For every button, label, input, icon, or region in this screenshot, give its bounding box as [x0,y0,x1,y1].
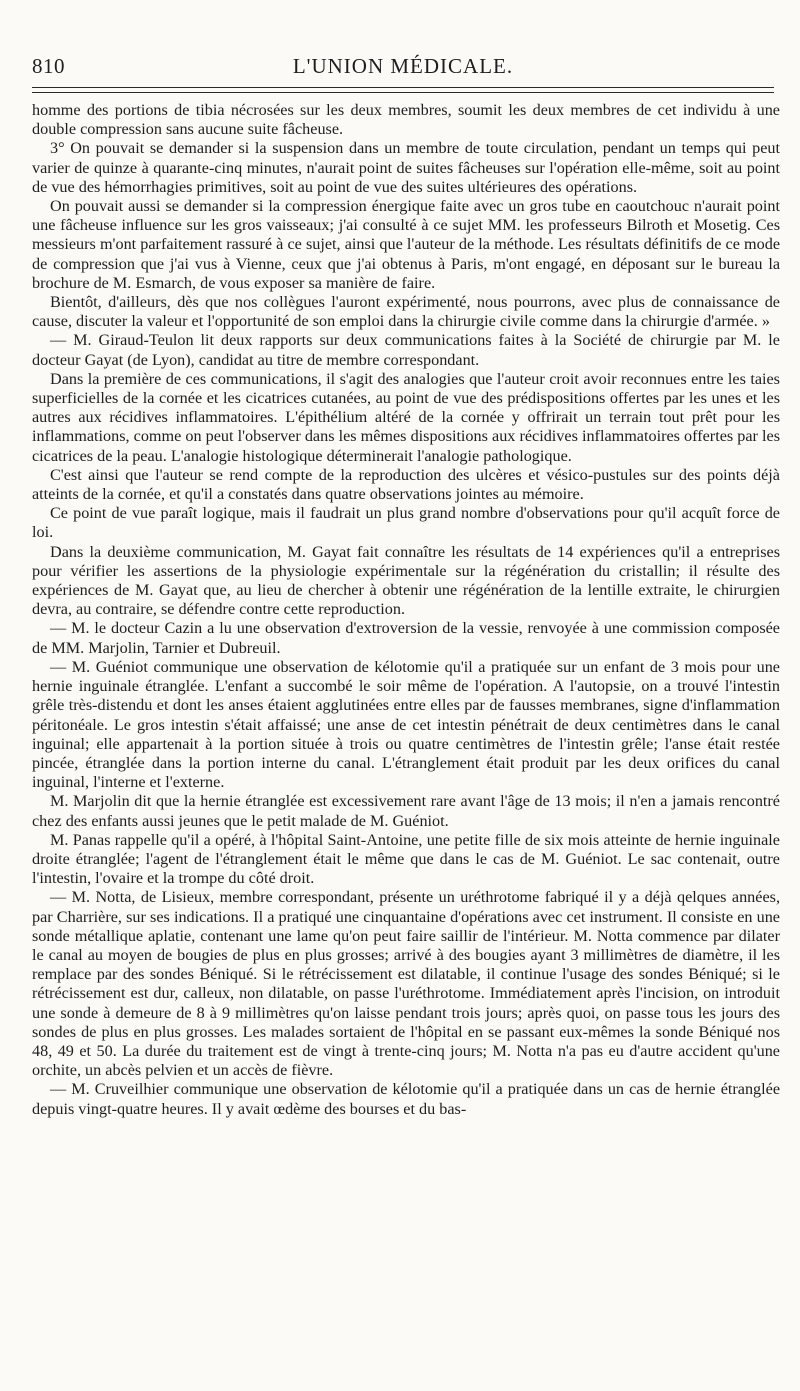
paragraph: — M. Guéniot communique une observation de kélotomie qu'il a pratiquée sur un enfant de 3 mois pour une hernie inguinale étranglée. L'enfant a succombé le soir même de l'opération. A l'autopsie, on a trouvé l'intestin grêle très-distendu et dont les anses étaient agglutinées entre elles par de fausses membranes, signe d'inflammation péritonéale. Le gros intestin s'était affaissé; une anse de cet intestin pénétrait de deux centimètres dans le canal inguinal; elle appartenait à la portion située à trois ou quatre centimètres de l'intestin grêle; l'anse était restée pincée, étranglée dans la portion interne du canal. L'étranglement était produit par les deux orifices du canal inguinal, l'interne et l'externe. [32,657,780,792]
paragraph: homme des portions de tibia nécrosées sur les deux membres, soumit les deux membres de cet individu à une double compression sans aucune suite fâcheuse. [32,101,780,139]
paragraph: — M. Notta, de Lisieux, membre correspondant, présente un uréthrotome fabriqué il y a déjà qelques années, par Charrière, sur ses indications. Il a pratiqué une cinquantaine d'opérations avec cet instrument. Il consiste en une sonde métallique aplatie, contenant une lame qu'on peut faire saillir de l'intérieur. M. Notta commence par dilater le canal au moyen de bougies de plus en plus grosses; arrivé à des bougies ayant 3 millimètres de diamètre, il les remplace par des sondes Béniqué. Si le rétrécissement est dilatable, il continue l'usage des sondes Béniqué; si le rétrécissement est dur, calleux, non dilatable, on passe l'uréthrotome. Immédiatement après l'incision, on introduit une sonde à demeure de 8 à 9 millimètres qu'on laisse pendant trois jours; après quoi, on passe tous les jours des sondes de plus en plus grosses. Les malades sortaient de l'hôpital en se passant eux-mêmes la sonde Béniqué nos 48, 49 et 50. La durée du traitement est de vingt à trente-cinq jours; M. Notta n'a pas eu d'autre accident qu'une orchite, un abcès pelvien et un accès de fièvre. [32,888,780,1080]
paragraph: Dans la première de ces communications, il s'agit des analogies que l'auteur croit avoir reconnues entre les taies superficielles de la cornée et les cicatrices cutanées, au point de vue des prédispositions offertes par les unes et les autres aux récidives inflammatoires. L'épithélium altéré de la cornée y offrirait un terrain tout prêt pour les inflammations, comme on peut l'observer dans les mêmes dispositions aux récidives inflammatoires offertes par les cicatrices de la peau. L'analogie histologique déterminerait l'analogie pathologique. [32,369,780,465]
paragraph: — M. Cruveilhier communique une observation de kélotomie qu'il a pratiquée dans un cas de hernie étranglée depuis vingt-quatre heures. Il y avait œdème des bourses et du bas- [32,1080,780,1118]
running-title: L'UNION MÉDICALE. [292,54,514,78]
page-header [32,54,774,88]
paragraph: Bientôt, d'ailleurs, dès que nos collègues l'auront expérimenté, nous pourrons, avec plus de connaissance de cause, discuter la valeur et l'opportunité de son emploi dans la chirurgie civile comme dans la chirurgie d'armée. » [32,293,780,331]
paragraph: — M. Giraud-Teulon lit deux rapports sur deux communications faites à la Société de chirurgie par M. le docteur Gayat (de Lyon), candidat au titre de membre correspondant. [32,331,780,369]
paragraph: 3° On pouvait se demander si la suspension dans un membre de toute circulation, pendant un temps qui peut varier de quinze à quarante-cinq minutes, n'aurait point de suites fâcheuses sur l'opération elle-même, soit au point de vue des hémorrhagies primitives, soit au point de vue des suites ultérieures des opérations. [32,139,780,196]
page-number: 810 [32,54,65,78]
paragraph: On pouvait aussi se demander si la compression énergique faite avec un gros tube en caoutchouc n'aurait point une fâcheuse influence sur les gros vaisseaux; j'ai consulté à ce sujet MM. les professeurs Bilroth et Mosetig. Ces messieurs m'ont parfaitement rassuré à ce sujet, ainsi que l'auteur de la méthode. Les résultats définitifs de ce mode de compression que j'ai vus à Vienne, ceux que j'ai obtenus à Paris, m'ont engagé, en déposant sur le bureau la brochure de M. Esmarch, de vous exposer sa manière de faire. [32,197,780,292]
paragraph: M. Marjolin dit que la hernie étranglée est excessivement rare avant l'âge de 13 mois; il n'en a jamais rencontré chez des enfants aussi jeunes que le petit malade de M. Guéniot. [32,792,780,830]
header-rule-bottom [32,92,774,93]
paragraph: C'est ainsi que l'auteur se rend compte de la reproduction des ulcères et vésico-pustules sur des points déjà atteints de la cornée, et qu'il a constatés dans quatre observations jointes au mémoire. [32,465,780,504]
paragraph: Ce point de vue paraît logique, mais il faudrait un plus grand nombre d'observations pour qu'il acquît force de loi. [32,504,780,542]
paragraph: M. Panas rappelle qu'il a opéré, à l'hôpital Saint-Antoine, une petite fille de six mois atteinte de hernie inguinale droite étranglée; l'agent de l'étranglement était le même que dans le cas de M. Guéniot. Le sac contenait, outre l'intestin, l'ovaire et la trompe du côté droit. [32,830,780,888]
article-body [32,101,780,1119]
paragraph: Dans la deuxième communication, M. Gayat fait connaître les résultats de 14 expériences qu'il a entreprises pour vérifier les assertions de la physiologie expérimentale sur la régénération du cristallin; il résulte des expériences de M. Gayat que, au lieu de chercher à obtenir une régénération de la lentille extraite, le chirurgien devra, au contraire, se défendre contre cette reproduction. [32,542,780,619]
paragraph: — M. le docteur Cazin a lu une observation d'extroversion de la vessie, renvoyée à une commission composée de MM. Marjolin, Tarnier et Dubreuil. [32,619,780,657]
header-rule-top [32,87,774,88]
